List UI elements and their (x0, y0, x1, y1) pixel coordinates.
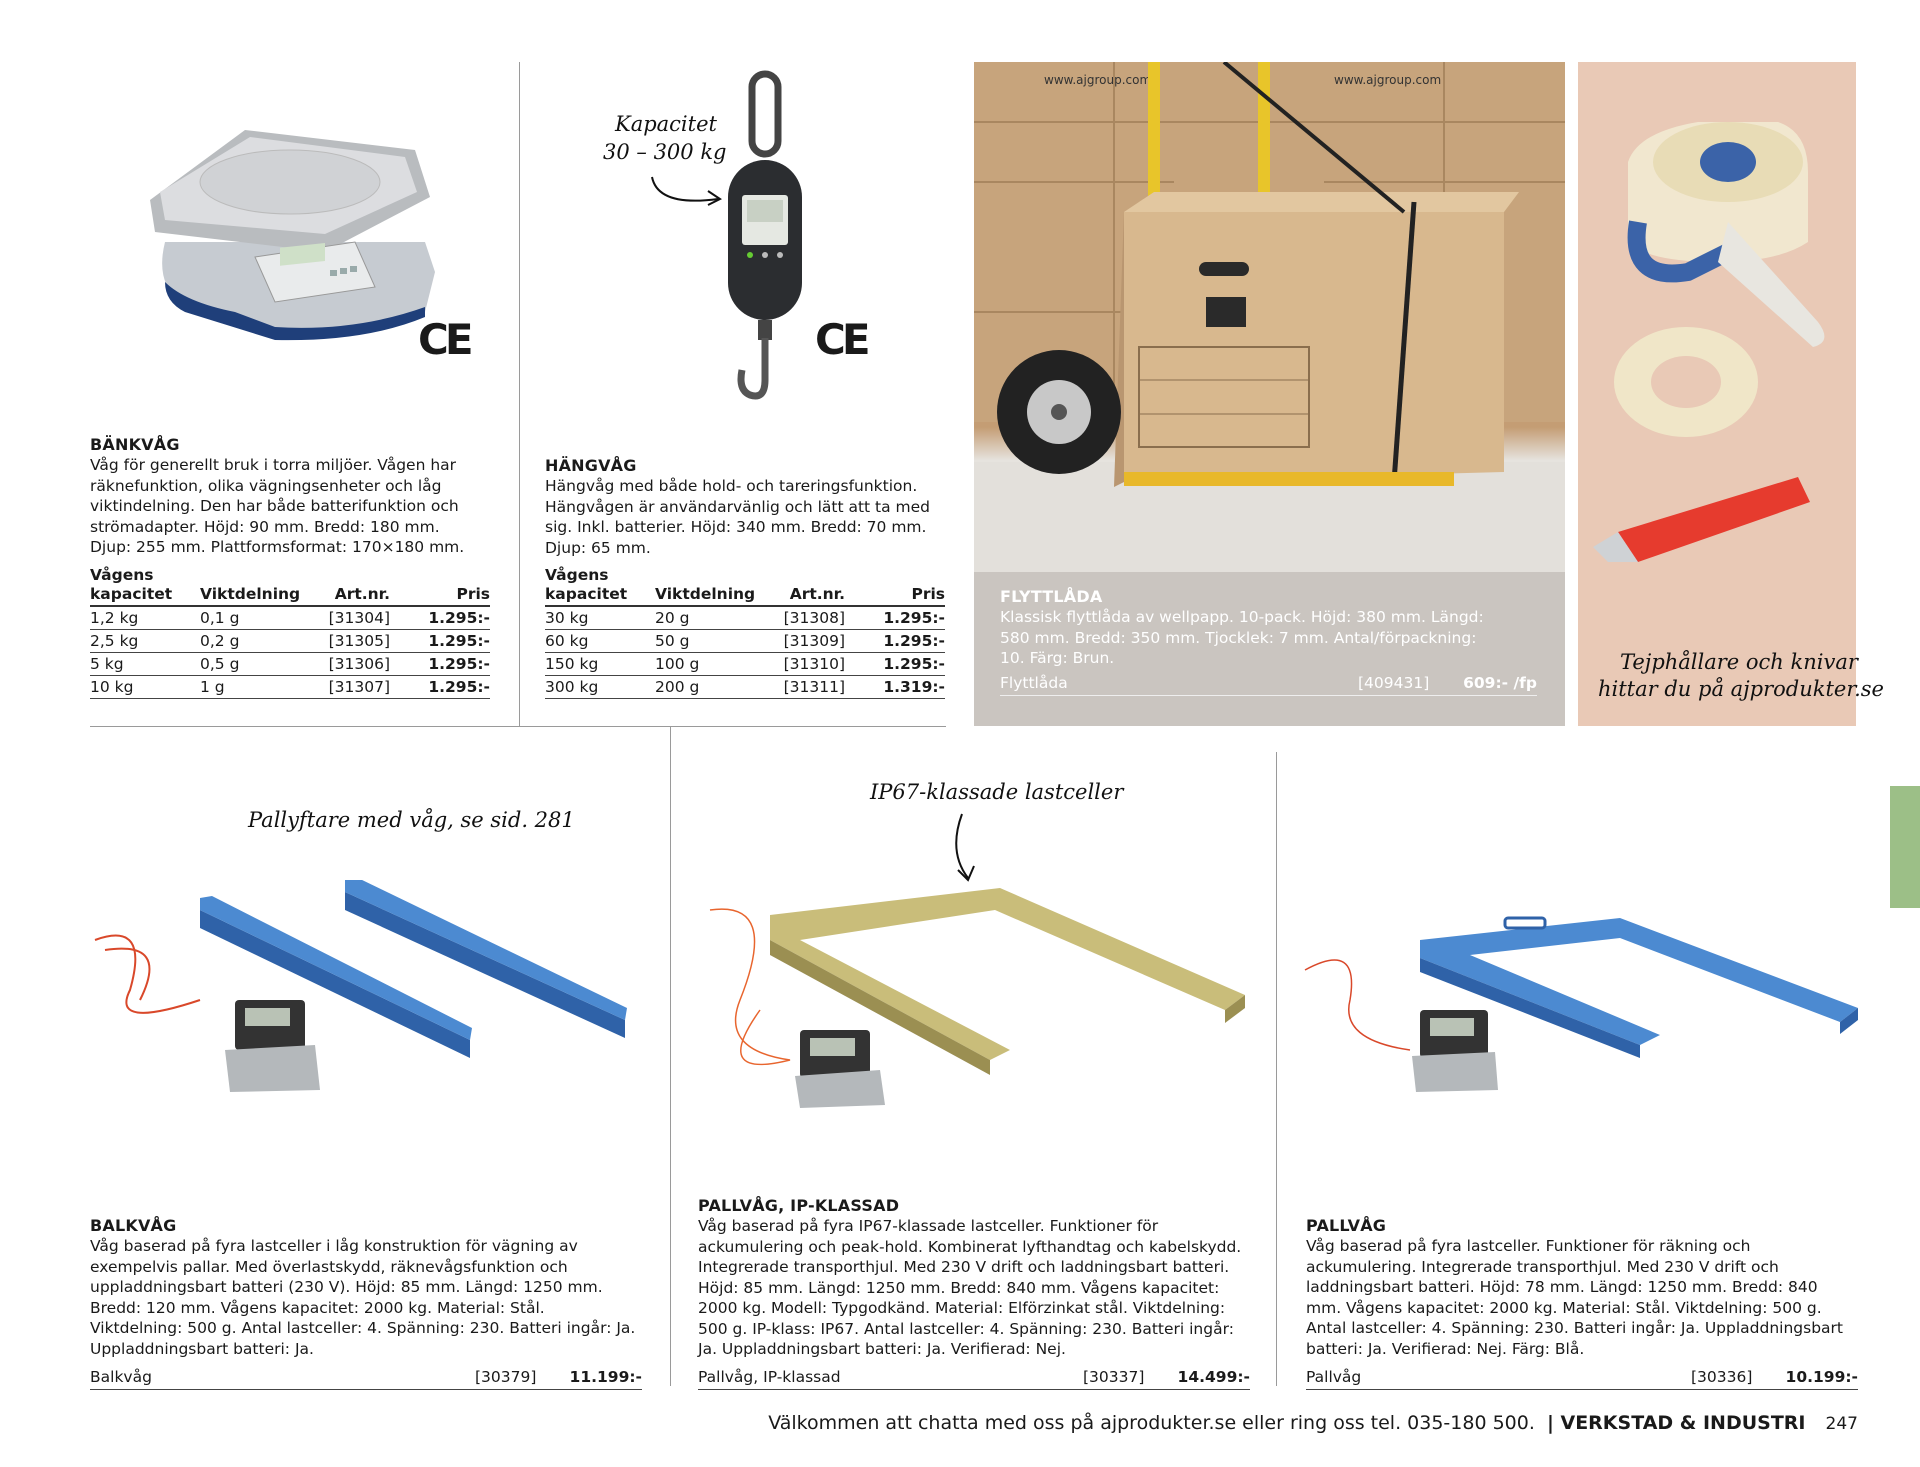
promo-panel (1578, 62, 1856, 726)
col-artnr: Art.nr. (310, 566, 420, 606)
pallvag-title: PALLVÅG (1306, 1216, 1387, 1235)
balkvag-title: BALKVÅG (90, 1216, 177, 1235)
product-name: Pallvåg, IP-klassad (698, 1368, 841, 1386)
divider-h1 (90, 726, 946, 727)
flyttlada-description: Klassisk flyttlåda av wellpapp. 10-pack. Höjd: 380 mm. Längd: 580 mm. Bredd: 350 mm. Tjocklek: 7 mm. Antal/förpackning: 10. Färg: Brun. (1000, 608, 1484, 667)
table-row: 60 kg 50 g [31309] 1.295:- (545, 630, 945, 653)
bench-scale-image (125, 122, 445, 342)
beam-scale-image (90, 880, 635, 1105)
brand-text: www.ajgroup.com (1334, 73, 1442, 87)
table-row: 5 kg 0,5 g [31306] 1.295:- (90, 653, 490, 676)
hangvag-title: HÄNGVÅG (545, 456, 637, 475)
price: 10.199:- (1785, 1368, 1858, 1386)
col-artnr: Art.nr. (765, 566, 875, 606)
pallet-scale-image (1300, 900, 1860, 1100)
product-name: Pallvåg (1306, 1368, 1362, 1386)
col-capacity: Vågens kapacitet (545, 566, 655, 606)
balkvag-description: Våg baserad på fyra lastceller i låg konstruktion för vägning av exempelvis pallar. Med överlastskydd, räknevågsfunktion och uppladdningsbart batteri (230 V). Höjd: 85 mm. Längd: 1250 mm. Bredd: 120 mm. Vågens kapacitet: 2000 kg. Material: Stål. Viktdelning: 500 g. Antal lastceller: 4. Spänning: 230. Batteri ingår: Ja. Uppladdningsbart batteri: Ja. (90, 1237, 636, 1358)
price: 14.499:- (1177, 1368, 1250, 1386)
arrow-icon (650, 175, 725, 215)
table-header-row (545, 566, 945, 606)
table-row: 150 kg 100 g [31310] 1.295:- (545, 653, 945, 676)
divider-v3 (1276, 752, 1277, 1386)
table-row: 10 kg 1 g [31307] 1.295:- (90, 676, 490, 699)
pallvag-ip-title: PALLVÅG, IP-KLASSAD (698, 1196, 900, 1215)
capacity-note-line2: 30 – 300 kg (603, 140, 727, 164)
table-row: 1,2 kg 0,1 g [31304] 1.295:- (90, 606, 490, 630)
table-header-row (90, 566, 490, 606)
col-price: Pris (420, 566, 490, 606)
art-number: [30337] (1083, 1368, 1145, 1386)
bankvag-title: BÄNKVÅG (90, 435, 180, 454)
page-footer (768, 1412, 1858, 1434)
pallet-scale-ip-image (700, 880, 1245, 1110)
bankvag-description: Våg för generellt bruk i torra miljöer. Vågen har räknefunktion, olika vägningsenheter och låg viktindelning. Den har både batterifunktion och strömadapter. Höjd: 90 mm. Bredd: 180 mm. Djup: 255 mm. Plattformsformat: 170×180 mm. (90, 456, 465, 556)
pallvag-ip-description: Våg baserad på fyra IP67-klassade lastceller. Funktioner för ackumulering och peak-hold. Kombinerat lyfthandtag och kabelskydd. Integrerade transporthjul. Med 230 V drift och laddningsbart batteri. Höjd: 85 mm. Längd: 1250 mm. Bredd: 840 mm. Vågens kapacitet: 2000 kg. Modell: Typgodkänd. Material: Elförzinkat stål. Viktdelning: 500 g. IP-klass: IP67. Antal lastceller: 4. Spänning: 230. Batteri ingår: Ja. Uppladdningsbart batteri: Ja. Verifierad: Nej. (698, 1217, 1242, 1358)
ce-mark-bench: CE (418, 315, 470, 364)
hangvag-table (545, 566, 945, 699)
arrow-icon (948, 812, 978, 884)
footer-section: | VERKSTAD & INDUSTRI (1546, 1412, 1806, 1434)
ce-mark-hanging: CE (815, 315, 867, 364)
balkvag-price-row (90, 1366, 642, 1390)
promo-text-line2: hittar du på ajprodukter.se (1598, 677, 1884, 701)
col-capacity: Vågens kapacitet (90, 566, 200, 606)
section-tab (1890, 786, 1920, 908)
product-name: Flyttlåda (1000, 674, 1068, 692)
capacity-note-line1: Kapacitet (615, 112, 717, 136)
promo-text-line1: Tejphållare och knivar (1620, 650, 1858, 674)
table-row: 2,5 kg 0,2 g [31305] 1.295:- (90, 630, 490, 653)
pallvag-description: Våg baserad på fyra lastceller. Funktioner för räkning och ackumulering. Integrerade transporthjul. Med 230 V drift och laddningsbart batteri. Höjd: 78 mm. Längd: 1250 mm. Bredd: 840 mm. Vågens kapacitet: 2000 kg. Material: Stål. Viktdelning: 500 g. Antal lastceller: 4. Spänning: 230. Batteri ingår: Ja. Uppladdningsbart batteri: Ja. Verifierad: Nej. Färg: Blå. (1306, 1237, 1843, 1358)
footer-text: Välkommen att chatta med oss på ajprodukter.se eller ring oss tel. 035-180 500. (768, 1412, 1535, 1434)
pallyftare-note: Pallyftare med våg, se sid. 281 (248, 808, 575, 832)
price: 609:- /fp (1463, 674, 1537, 692)
table-row: 30 kg 20 g [31308] 1.295:- (545, 606, 945, 630)
hanging-scale-image (720, 70, 810, 405)
product-name: Balkvåg (90, 1368, 152, 1386)
ip67-note: IP67-klassade lastceller (870, 780, 1124, 804)
col-price: Pris (875, 566, 945, 606)
col-division: Viktdelning (655, 566, 765, 606)
hangvag-description: Hängvåg med både hold- och tareringsfunktion. Hängvågen är användarvänlig och lätt att ta med sig. Inkl. batterier. Höjd: 340 mm. Bredd: 70 mm. Djup: 65 mm. (545, 477, 931, 557)
art-number: [409431] (1358, 674, 1430, 692)
art-number: [30379] (475, 1368, 537, 1386)
divider-v1 (519, 62, 520, 726)
bankvag-table (90, 566, 490, 699)
page-number: 247 (1825, 1414, 1858, 1434)
price: 11.199:- (569, 1368, 642, 1386)
art-number: [30336] (1691, 1368, 1753, 1386)
flyttlada-title: FLYTTLÅDA (1000, 587, 1103, 606)
table-row: 300 kg 200 g [31311] 1.319:- (545, 676, 945, 699)
pallvag-ip-price-row (698, 1366, 1250, 1390)
pallvag-price-row (1306, 1366, 1858, 1390)
col-division: Viktdelning (200, 566, 310, 606)
divider-v2 (670, 726, 671, 1386)
flyttlada-price-row (1000, 672, 1537, 696)
brand-text: www.ajgroup.com (1044, 73, 1152, 87)
